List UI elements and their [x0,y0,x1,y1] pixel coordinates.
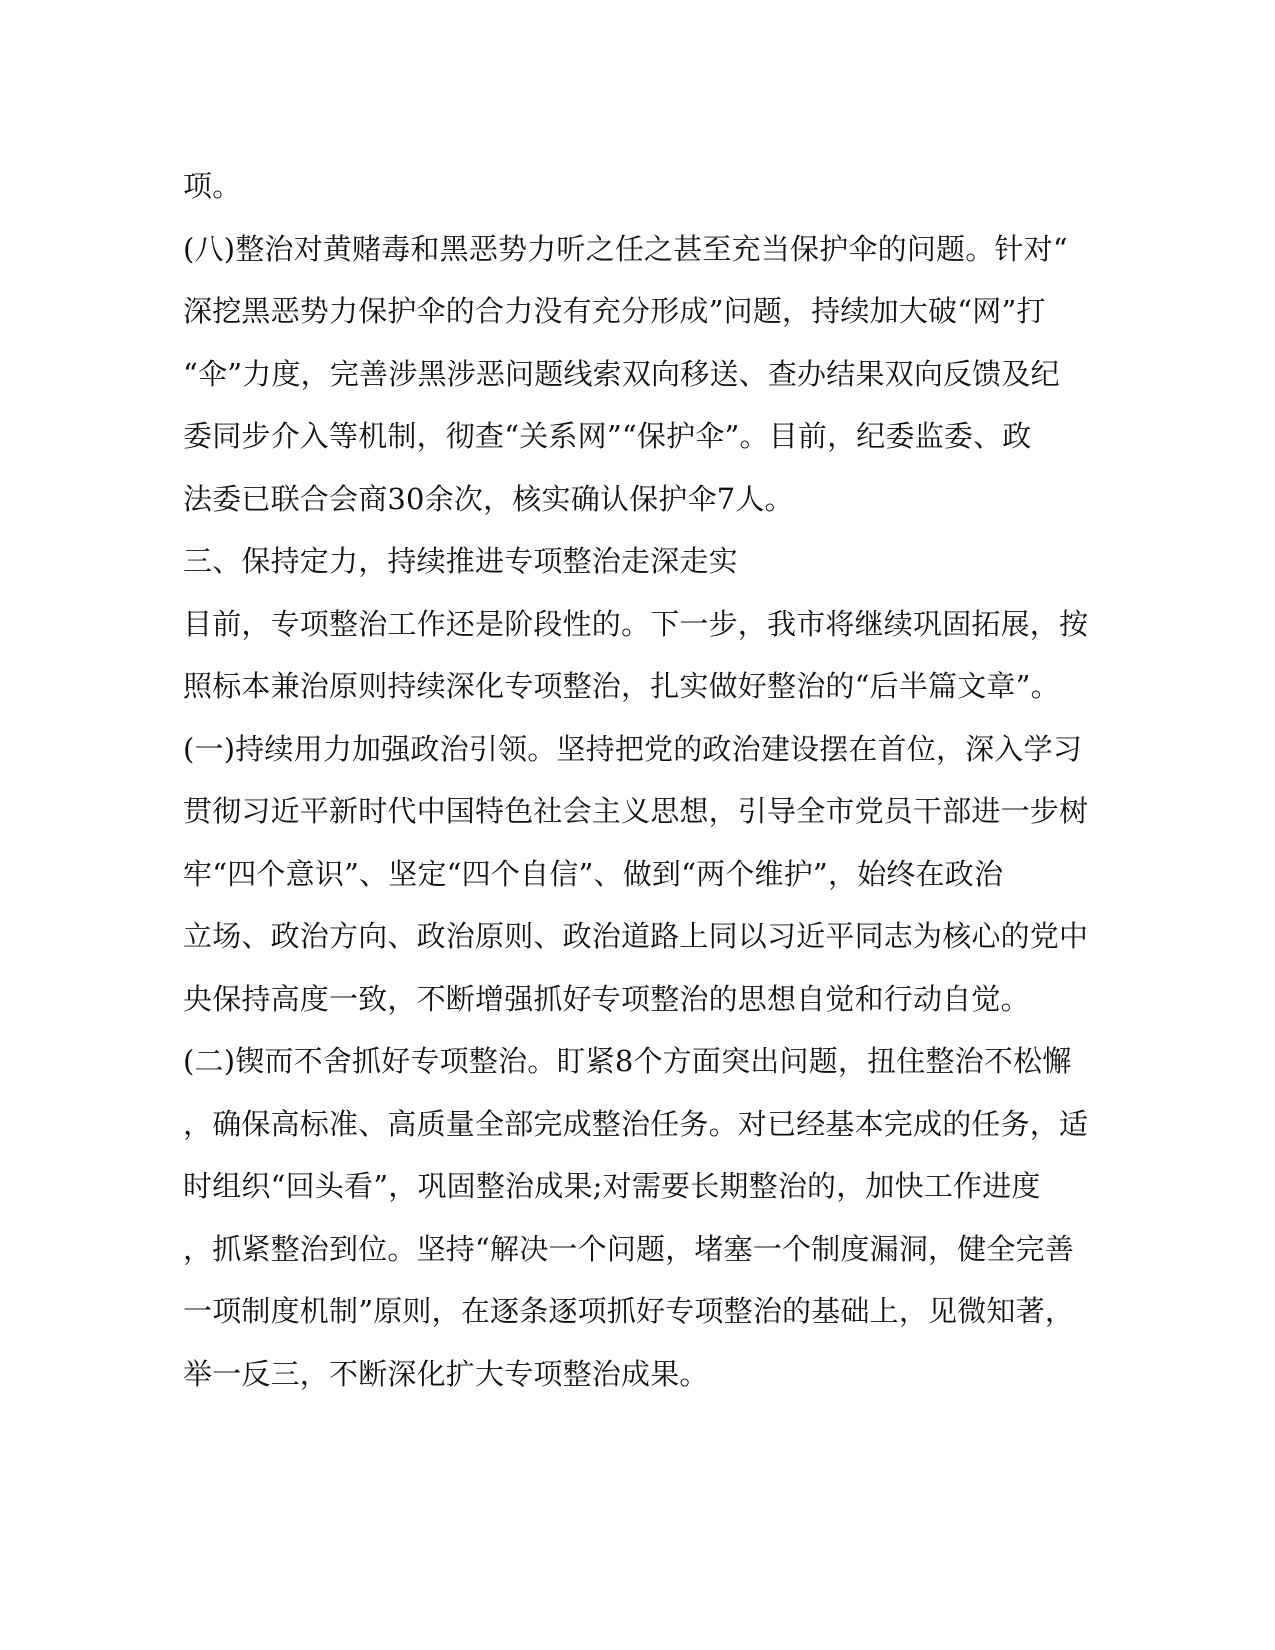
text-line: (八)整治对黄赌毒和黑恶势力听之任之甚至充当保护伞的问题。针对“ [183,231,1068,266]
text-line: 时组织“回头看”，巩固整治成果;对需要长期整治的，加快工作进度 [183,1169,1041,1203]
section-heading: 三、保持定力，持续推进专项整治走深走实 [183,544,738,578]
text-line: 举一反三，不断深化扩大专项整治成果。 [183,1356,709,1391]
text-line: 深挖黑恶势力保护伞的合力没有充分形成”问题，持续加大破“网”打 [183,294,1046,328]
text-line: (二)锲而不舍抓好专项整治。盯紧8个方面突出问题，扭住整治不松懈 [183,1044,1072,1078]
text-line: 项。 [183,169,242,203]
text-line: 牢“四个意识”、坚定“四个自信”、做到“两个维护”，始终在政治 [183,856,1004,891]
text-line: 委同步介入等机制，彻查“关系网”“保护伞”。目前，纪委监委、政 [183,419,1032,453]
text-line: 贯彻习近平新时代中国特色社会主义思想，引导全市党员干部进一步树 [183,794,1089,828]
document-body [183,155,1093,1405]
text-line: 立场、政治方向、政治原则、政治道路上同以习近平同志为核心的党中 [183,919,1089,953]
text-line: “伞”力度，完善涉黑涉恶问题线索双向移送、查办结果双向反馈及纪 [183,356,1060,391]
text-line: 一项制度机制”原则，在逐条逐项抓好专项整治的基础上，见微知著， [183,1294,1075,1328]
text-line: ，确保高标准、高质量全部完成整治任务。对已经基本完成的任务，适 [183,1106,1089,1141]
text-line: ，抓紧整治到位。坚持“解决一个问题，堵塞一个制度漏洞，健全完善 [183,1231,1075,1266]
text-line: 法委已联合会商30余次，核实确认保护伞7人。 [183,481,794,516]
text-line: 照标本兼治原则持续深化专项整治，扎实做好整治的“后半篇文章”。 [183,669,1060,703]
text-line: 目前，专项整治工作还是阶段性的。下一步，我市将继续巩固拓展，按 [183,606,1089,641]
text-line: 央保持高度一致，不断增强抓好专项整治的思想自觉和行动自觉。 [183,981,1030,1016]
text-line: (一)持续用力加强政治引领。坚持把党的政治建设摆在首位，深入学习 [183,731,1083,766]
